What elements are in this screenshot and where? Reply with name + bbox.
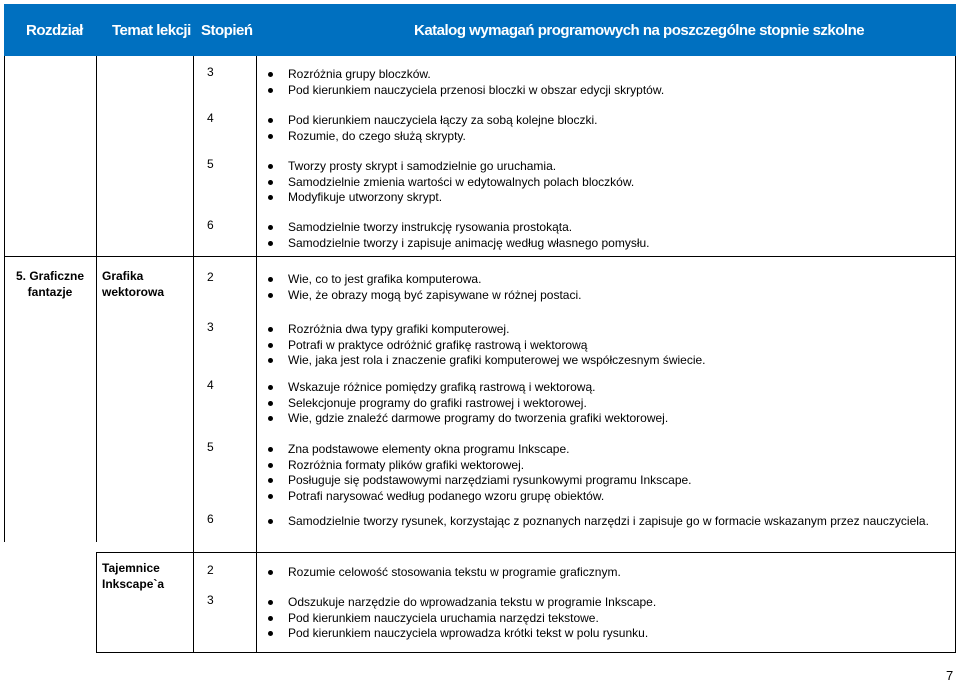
grade-number: 5	[207, 440, 214, 454]
grade-number: 3	[207, 320, 214, 334]
header-katalog: Katalog wymagań programowych na poszczególne stopnie szkolne	[414, 22, 865, 39]
requirement-item: Wie, co to jest grafika komputerowa.	[264, 272, 581, 288]
requirement-item: Pod kierunkiem nauczyciela łączy za sobą kolejne bloczki.	[264, 113, 598, 129]
requirement-item: Pod kierunkiem nauczyciela wprowadza krótki tekst w polu rysunku.	[264, 626, 656, 642]
requirement-item: Samodzielnie tworzy rysunek, korzystając z poznanych narzędzi i zapisuje go w formacie wskazanym przez nauczyciela.	[264, 514, 929, 530]
grade-number: 4	[207, 111, 214, 125]
requirement-item: Wie, jaka jest rola i znaczenie grafiki komputerowej we współczesnym świecie.	[264, 353, 706, 369]
requirement-list	[264, 67, 664, 98]
requirement-list	[264, 565, 621, 581]
requirement-item: Modyfikuje utworzony skrypt.	[264, 190, 634, 206]
requirement-item: Samodzielnie tworzy instrukcję rysowania prostokąta.	[264, 220, 650, 236]
rozdzial-cell: 5. Graficzne fantazje	[15, 269, 85, 299]
requirement-list	[264, 442, 692, 504]
temat-cell: Tajemnice Inkscape`a	[102, 561, 165, 591]
grid-line	[4, 256, 956, 257]
requirement-item: Zna podstawowe elementy okna programu Inkscape.	[264, 442, 692, 458]
grade-number: 6	[207, 218, 214, 232]
requirement-item: Wie, że obrazy mogą być zapisywane w różnej postaci.	[264, 288, 581, 304]
requirement-item: Wskazuje różnice pomiędzy grafiką rastrową i wektorową.	[264, 380, 668, 396]
requirement-item: Wie, gdzie znaleźć darmowe programy do tworzenia grafiki wektorowej.	[264, 411, 668, 427]
requirement-item: Rozróżnia dwa typy grafiki komputerowej.	[264, 322, 706, 338]
requirement-list	[264, 113, 598, 144]
requirement-item: Pod kierunkiem nauczyciela uruchamia narzędzi tekstowe.	[264, 611, 656, 627]
requirement-list	[264, 220, 650, 251]
grid-line	[4, 56, 5, 542]
requirement-list	[264, 322, 706, 369]
temat-cell: Grafika wektorowa	[102, 269, 165, 299]
requirement-list	[264, 159, 634, 206]
grade-number: 5	[207, 157, 214, 171]
requirement-item: Potrafi w praktyce odróżnić grafikę rastrową i wektorową	[264, 338, 706, 354]
grid-line	[96, 56, 97, 542]
requirement-item: Posługuje się podstawowymi narzędziami rysunkowymi programu Inkscape.	[264, 473, 692, 489]
grade-number: 3	[207, 65, 214, 79]
requirement-list	[264, 514, 929, 530]
requirement-item: Rozróżnia grupy bloczków.	[264, 67, 664, 83]
grid-line	[955, 56, 956, 652]
requirement-list	[264, 272, 581, 303]
grade-number: 4	[207, 378, 214, 392]
requirement-item: Rozumie, do czego służą skrypty.	[264, 129, 598, 145]
grade-number: 2	[207, 563, 214, 577]
requirement-list	[264, 380, 668, 427]
grid-line	[96, 552, 956, 553]
grid-line	[256, 56, 257, 652]
requirement-item: Selekcjonuje programy do grafiki rastrowej i wektorowej.	[264, 396, 668, 412]
grade-number: 6	[207, 512, 214, 526]
requirement-list	[264, 595, 656, 642]
requirement-item: Rozumie celowość stosowania tekstu w programie graficznym.	[264, 565, 621, 581]
header-rozdzial: Rozdział	[26, 22, 83, 39]
requirement-item: Samodzielnie zmienia wartości w edytowalnych polach bloczków.	[264, 175, 634, 191]
grade-number: 2	[207, 270, 214, 284]
header-stopien: Stopień	[201, 22, 253, 39]
table-header	[4, 4, 956, 56]
requirement-item: Samodzielnie tworzy i zapisuje animację według własnego pomysłu.	[264, 236, 650, 252]
requirement-item: Potrafi narysować według podanego wzoru grupę obiektów.	[264, 489, 692, 505]
grid-line	[193, 56, 194, 652]
page-number: 7	[946, 668, 954, 683]
requirement-item: Pod kierunkiem nauczyciela przenosi bloczki w obszar edycji skryptów.	[264, 83, 664, 99]
grid-line	[96, 652, 956, 653]
requirement-item: Odszukuje narzędzie do wprowadzania tekstu w programie Inkscape.	[264, 595, 656, 611]
requirement-item: Rozróżnia formaty plików grafiki wektorowej.	[264, 458, 692, 474]
requirement-item: Tworzy prosty skrypt i samodzielnie go uruchamia.	[264, 159, 634, 175]
grade-number: 3	[207, 593, 214, 607]
grid-line	[96, 552, 97, 652]
header-temat-lekcji: Temat lekcji	[112, 22, 191, 39]
